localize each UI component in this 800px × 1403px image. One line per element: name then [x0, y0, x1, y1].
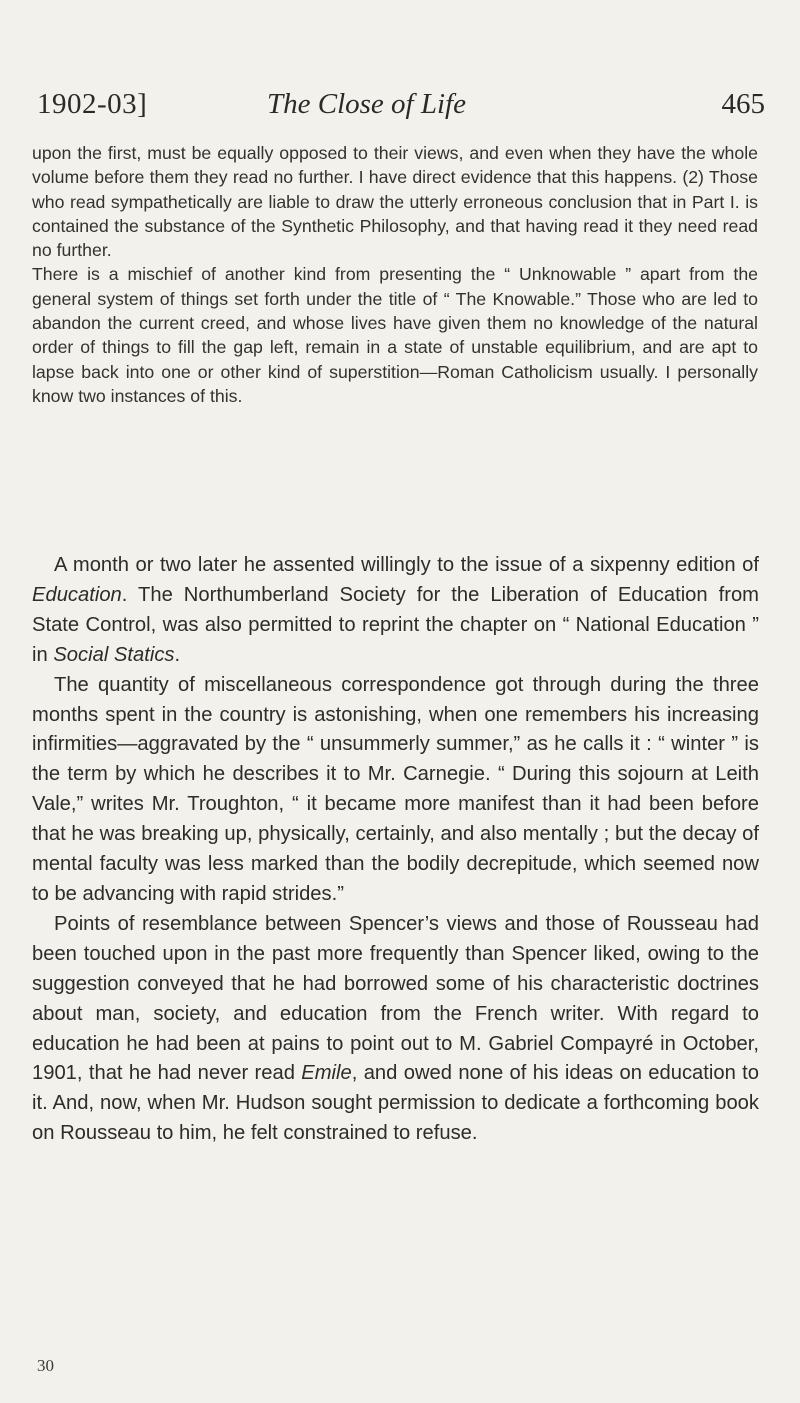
letter-paragraph: upon the first, must be equally opposed to their views, and even when they have the whole volume before them they read no further. I have direct evidence that this happens. (2) Those who read sympathetically are liable to draw the utterly erroneous conclusion that in Part I. is contained the substance of the Synthetic Philosophy, and that having read it they need read no further.: [32, 143, 758, 261]
signature-mark: 30: [37, 1356, 54, 1375]
book-title: Social Statics: [53, 643, 175, 666]
header-chapter-title: The Close of Life: [267, 88, 466, 120]
text-run: Points of resemblance between Spencer’s views and those of Rousseau had been touched upon in the past more frequently than Spencer liked, owing to the suggestion conveyed that he had borrowed some of his characteristic doctrines about man, society, and education from the French writer. With regard to education he had been at pains to point out to M. Gabriel Compayré in October, 1901, that he had never read: [32, 912, 759, 1085]
text-run: , and owed none of his ideas on education to it. And, now, when Mr. Hudson sought permission to dedicate a forthcoming book on Rousseau to him, he felt constrained to refuse.: [32, 1062, 759, 1145]
body-paragraph: The quantity of miscellaneous correspondence got through during the three months spent in the country is astonishing, when one remembers his increasing infirmities—aggravated by the “ unsummerly summer,” as he calls it : “ winter ” is the term by which he describes it to Mr. Carnegie. “ During this sojourn at Leith Vale,” writes Mr. Troughton, “ it became more manifest than it had been before that he was breaking up, physically, certainly, and also mentally ; but the decay of mental faculty was less marked than the bodily decrepitude, which seemed now to be advancing with rapid strides.”: [32, 673, 759, 905]
text-run: . The Northumberland Society for the Liberation of Education from State Control, was also permitted to reprint the chapter on “ National Education ” in: [32, 583, 759, 666]
running-header: [37, 88, 765, 128]
body-paragraph: [32, 551, 759, 671]
text-run: A month or two later he assented willingly to the issue of a sixpenny edition of: [54, 554, 759, 576]
book-title: Education: [32, 583, 122, 606]
main-text: [32, 551, 759, 1149]
page-number: 465: [721, 88, 765, 120]
book-title: Emile: [301, 1062, 352, 1085]
quoted-letter: [32, 141, 758, 408]
letter-paragraph: There is a mischief of another kind from presenting the “ Unknowable ” apart from the general system of things set forth under the title of “ The Knowable.” Those who are led to abandon the current creed, and whose lives have given them no knowledge of the natural order of things to fill the gap left, remain in a state of unstable equilibrium, and are apt to lapse back into one or other kind of superstition—Roman Catholicism usually. I personally know two instances of this.: [32, 264, 758, 406]
header-years: 1902-03]: [37, 88, 148, 120]
text-run: .: [174, 643, 181, 666]
body-paragraph: [32, 910, 759, 1149]
